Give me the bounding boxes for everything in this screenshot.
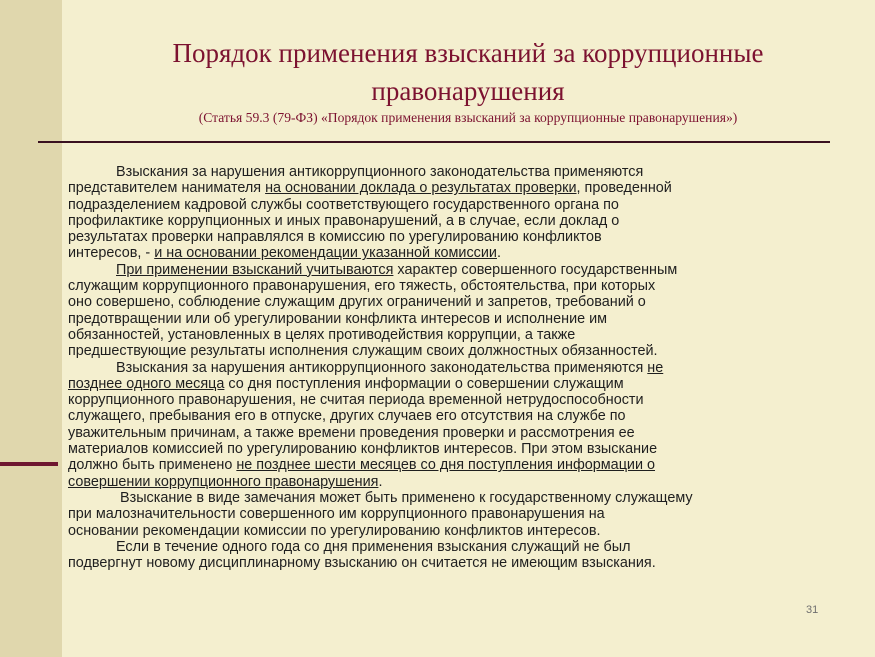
- text-line: При применении взысканий учитываются характер совершенного государственным: [116, 261, 678, 278]
- underlined-phrase: не позднее шести месяцев со дня поступления информации о: [236, 457, 656, 474]
- slide-subtitle: (Статья 59.3 (79-ФЗ) «Порядок применения взысканий за коррупционные правонарушения»): [198, 110, 738, 125]
- text-line: подразделением кадровой службы соответствующего государственного органа по: [68, 196, 619, 213]
- text-line: уважительным причинам, а также времени проведения проверки и рассмотрения ее: [68, 424, 635, 441]
- underlined-phrase: позднее одного месяца: [68, 375, 225, 392]
- paragraph-5: [68, 539, 848, 572]
- slide-title: [78, 34, 858, 110]
- underlined-phrase: на основании доклада о результатах проверки: [265, 180, 577, 197]
- text-line: позднее одного месяца со дня поступления информации о совершении служащим: [68, 375, 624, 392]
- left-accent-bar: [0, 462, 58, 466]
- text-line: служащего, пребывания его в отпуске, других случаев его отсутствия на службе по: [68, 408, 626, 425]
- text-line: коррупционного правонарушения, не считая периода временной нетрудоспособности: [68, 392, 644, 409]
- text-line: подвергнут новому дисциплинарному взысканию он считается не имеющим взыскания.: [68, 555, 656, 572]
- underlined-phrase: совершении коррупционного правонарушения: [68, 473, 379, 490]
- slide-body: [68, 164, 848, 571]
- text-line: представителем нанимателя на основании доклада о результатах проверки, проведенной: [68, 180, 672, 197]
- text-line: совершении коррупционного правонарушения.: [68, 473, 383, 490]
- text-line: профилактике коррупционных и иных правонарушений, а в случае, если доклад о: [68, 212, 620, 229]
- title-line-2: правонарушения: [371, 76, 565, 106]
- underlined-phrase: При применении взысканий учитываются: [116, 261, 394, 278]
- paragraph-4: [68, 490, 848, 539]
- left-decorative-band: [0, 0, 62, 657]
- page-number: 31: [806, 604, 819, 616]
- text-line: результатах проверки направлялся в комиссию по урегулированию конфликтов: [68, 229, 602, 246]
- text-line: обязанностей, установленных в целях противодействия коррупции, а также: [68, 326, 576, 343]
- text-line: оно совершено, соблюдение служащим других ограничений и запретов, требований о: [68, 294, 646, 311]
- text-line: при малозначительности совершенного им коррупционного правонарушения на: [68, 506, 605, 523]
- text-line: предшествующие результаты исполнения служащим своих должностных обязанностей.: [68, 343, 658, 360]
- text-line: Взыскания за нарушения антикоррупционного законодательства применяются: [116, 164, 644, 180]
- title-line-1: Порядок применения взысканий за коррупционные: [172, 38, 764, 68]
- text-line: предотвращении или об урегулировании конфликта интересов и исполнение им: [68, 310, 608, 327]
- text-line: Взыскания за нарушения антикоррупционного законодательства применяются не: [116, 359, 664, 376]
- text-line: Взыскание в виде замечания может быть применено к государственному служащему: [120, 489, 693, 506]
- text-line: Если в течение одного года со дня применения взыскания служащий не был: [116, 538, 631, 555]
- text-line: служащим коррупционного правонарушения, его тяжесть, обстоятельства, при которых: [68, 278, 656, 295]
- paragraph-2: [68, 262, 848, 360]
- paragraph-3: [68, 360, 848, 490]
- text-line: материалов комиссией по урегулированию конфликтов интересов. При этом взыскание: [68, 441, 658, 458]
- title-divider: [38, 141, 830, 143]
- paragraph-1: [68, 164, 848, 262]
- text-line: интересов, - и на основании рекомендации указанной комиссии.: [68, 245, 501, 262]
- text-line: основании рекомендации комиссии по урегулированию конфликтов интересов.: [68, 522, 601, 539]
- underlined-phrase: и на основании рекомендации указанной комиссии: [154, 245, 497, 262]
- text-line: должно быть применено не позднее шести месяцев со дня поступления информации о: [68, 457, 656, 474]
- underlined-phrase: не: [647, 359, 664, 376]
